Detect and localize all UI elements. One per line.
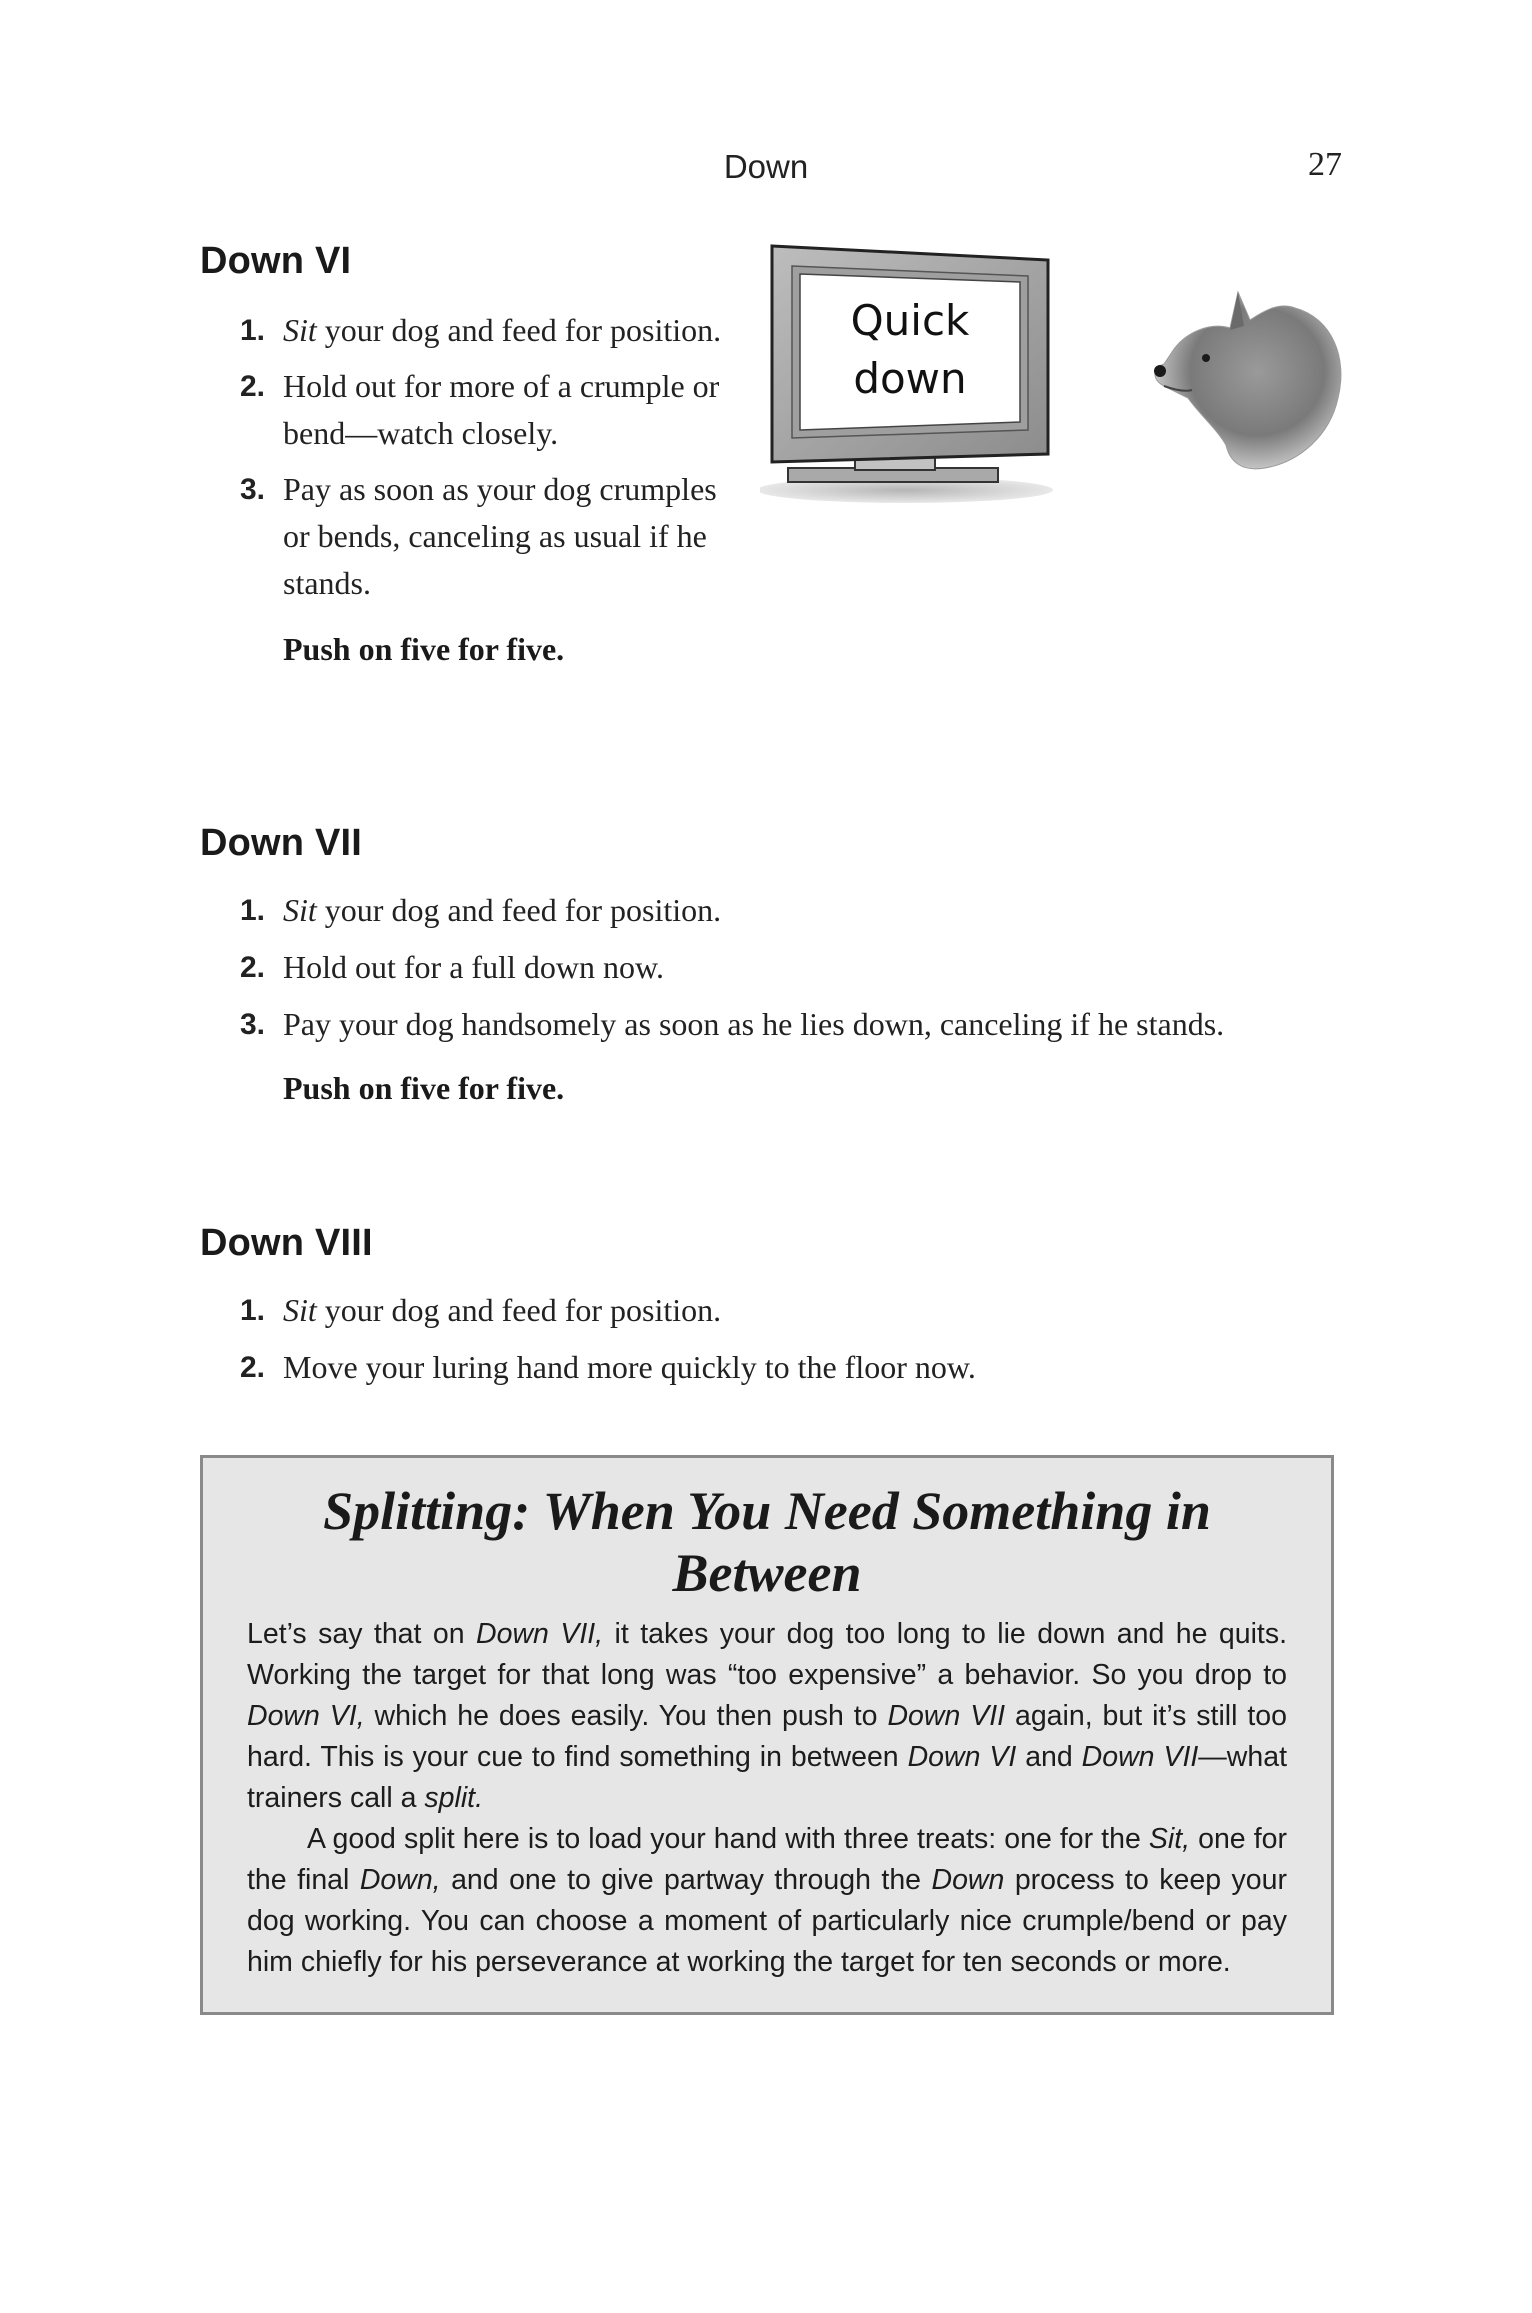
step-item	[200, 1287, 1350, 1334]
step-text: your dog and feed for position.	[316, 312, 722, 348]
monitor-caption-line1: Quick	[850, 296, 970, 345]
sidebar-emphasis: Sit,	[1148, 1823, 1191, 1855]
section-down-viii	[200, 1222, 1350, 1401]
running-head: Down	[723, 148, 809, 185]
sidebar-text: it takes your dog too long to lie down and he quits. Working the target for that long was “too expensive” a behavior. So you drop to	[247, 1618, 1288, 1691]
step-list	[200, 1287, 1350, 1391]
monitor-illustration	[760, 240, 1350, 510]
step-number: 1.	[240, 1294, 266, 1327]
sidebar-emphasis: Down VI	[907, 1741, 1017, 1773]
sidebar-paragraph	[247, 1819, 1287, 1983]
sidebar-text: which he does easily. You then push to	[364, 1700, 888, 1732]
step-item	[200, 887, 1350, 934]
step-text: your dog and feed for position.	[316, 1292, 722, 1328]
sidebar-emphasis: Down VI,	[247, 1700, 365, 1732]
push-instruction: Push on five for five.	[283, 1070, 565, 1106]
section-down-vi	[200, 240, 740, 668]
section-heading: Down VII	[200, 822, 363, 864]
push-instruction: Push on five for five.	[283, 631, 565, 667]
step-text: Pay your dog handsomely as soon as he lies down, canceling if he stands.	[283, 1006, 1225, 1042]
sidebar-text: and	[1016, 1741, 1082, 1773]
step-number: 2.	[240, 370, 266, 403]
sidebar-text: process to keep your dog working. You can choose a moment of particularly nice crumple/bend or pay him chiefly for his perseverance at working the target for ten seconds or more.	[247, 1864, 1287, 1978]
step-number: 2.	[240, 951, 266, 984]
step-item	[200, 466, 740, 607]
step-text: Hold out for more of a crumple or bend—watch closely.	[283, 368, 720, 451]
step-item	[200, 1001, 1350, 1048]
sidebar-emphasis: Down	[931, 1864, 1005, 1896]
step-number: 3.	[240, 1008, 266, 1041]
step-list	[200, 887, 1350, 1048]
step-number: 2.	[240, 1351, 266, 1384]
step-item	[200, 307, 740, 354]
sidebar-title: Splitting: When You Need Something in Between	[323, 1481, 1211, 1603]
step-text: Pay as soon as your dog crumples or bends, canceling as usual if he stands.	[283, 471, 717, 601]
sidebar-box	[200, 1455, 1334, 2015]
step-text: Move your luring hand more quickly to the floor now.	[283, 1349, 976, 1385]
sidebar-emphasis: Down VII	[887, 1700, 1006, 1732]
step-number: 3.	[240, 473, 266, 506]
step-number: 1.	[240, 894, 266, 927]
sidebar-text: —what trainers call a	[247, 1741, 1287, 1814]
page-number: 27	[1308, 146, 1342, 183]
step-item	[200, 363, 740, 457]
sidebar-text: A good split here is to load your hand with three treats: one for the	[307, 1823, 1149, 1855]
step-emphasis: Sit	[283, 892, 317, 928]
dog-head-icon	[1154, 292, 1341, 469]
sidebar-text: again, but it’s still too hard. This is your cue to find something in between	[247, 1700, 1287, 1773]
step-number: 1.	[240, 314, 266, 347]
section-heading: Down VIII	[200, 1222, 373, 1264]
step-item	[200, 944, 1350, 991]
sidebar-emphasis: Down VII,	[476, 1618, 604, 1650]
sidebar-emphasis: Down,	[359, 1864, 441, 1896]
sidebar-emphasis: Down VII	[1081, 1741, 1199, 1773]
step-text: Hold out for a full down now.	[283, 949, 664, 985]
step-item	[200, 1344, 1350, 1391]
step-emphasis: Sit	[283, 1292, 317, 1328]
step-list	[200, 307, 740, 607]
sidebar-text: Let’s say that on	[247, 1618, 477, 1650]
section-heading: Down VI	[200, 240, 352, 282]
sidebar-text: and one to give partway through the	[440, 1864, 932, 1896]
sidebar-text: one for the final	[247, 1823, 1287, 1896]
step-emphasis: Sit	[283, 312, 317, 348]
step-text: your dog and feed for position.	[316, 892, 722, 928]
monitor-caption-line2: down	[853, 354, 967, 403]
sidebar-paragraph	[247, 1614, 1287, 1819]
section-down-vii	[200, 822, 1350, 1107]
illustration	[760, 240, 1350, 510]
sidebar-emphasis: split.	[424, 1782, 484, 1814]
